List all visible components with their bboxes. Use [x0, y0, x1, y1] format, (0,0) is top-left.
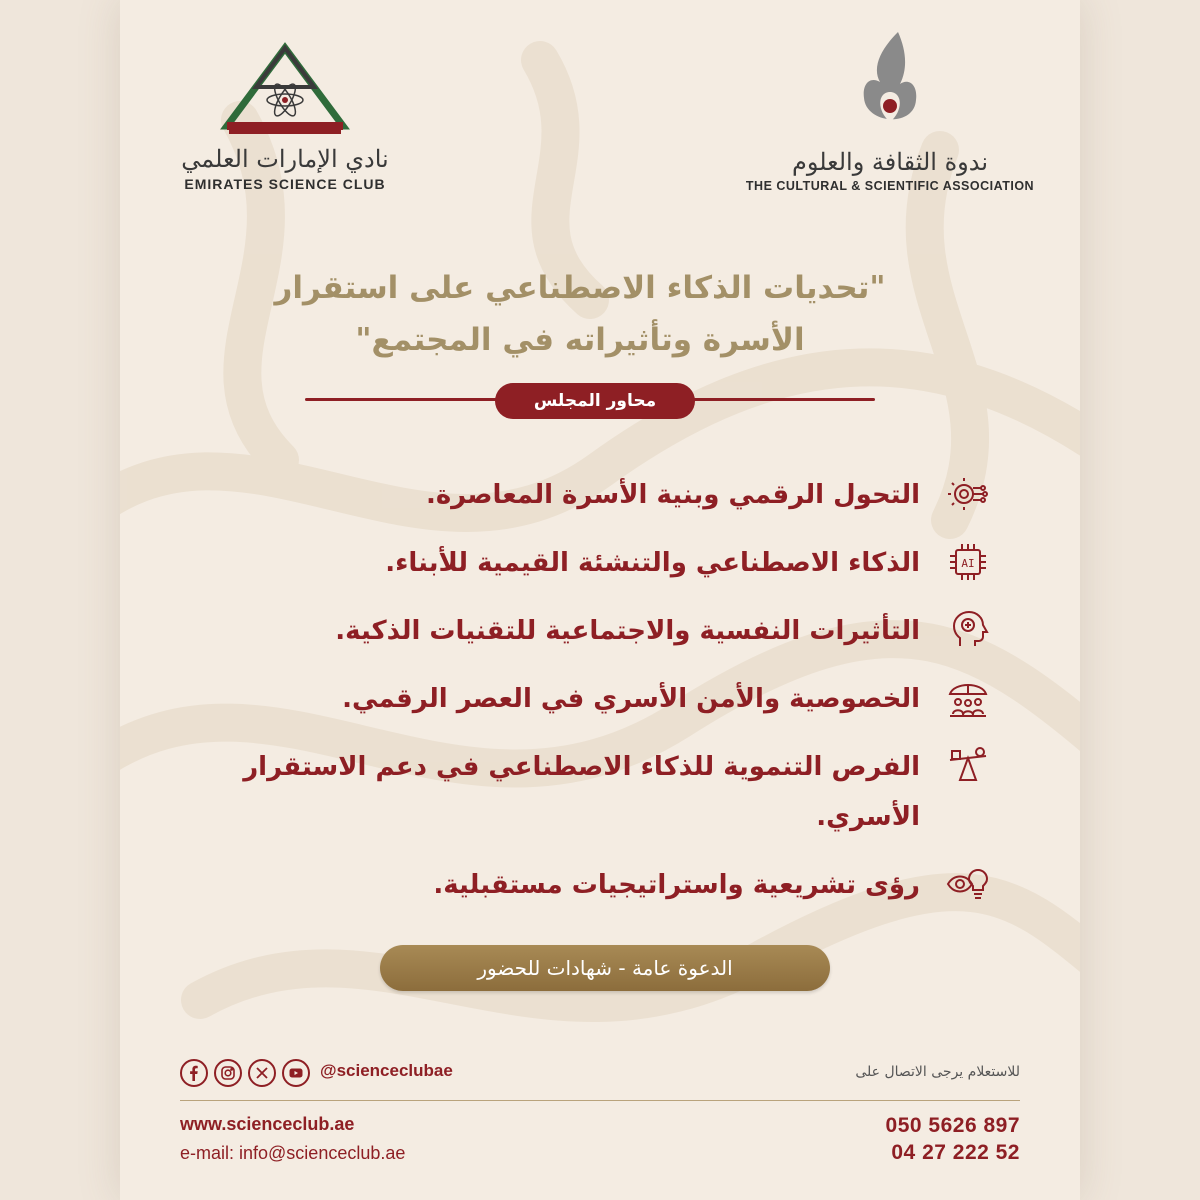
topic-text: التحول الرقمي وبنية الأسرة المعاصرة.	[425, 480, 920, 510]
inquiry-text: للاستعلام يرجى الاتصال على	[855, 1064, 1020, 1080]
footer-divider	[180, 1100, 1020, 1101]
event-title-line-2: الأسرة وتأثيراته في المجتمع"	[355, 322, 805, 358]
section-label: محاور المجلس	[495, 383, 695, 419]
topic-text: الخصوصية والأمن الأسري في العصر الرقمي.	[342, 684, 920, 714]
svg-text:AI: AI	[961, 557, 975, 570]
flame-drop-logo-icon	[850, 28, 930, 143]
triangle-atom-logo-icon	[215, 40, 355, 140]
list-item	[210, 606, 990, 674]
list-item	[210, 538, 990, 606]
topic-text: التأثيرات النفسية والاجتماعية للتقنيات الذكية.	[335, 616, 920, 646]
eye-bulb-icon	[946, 862, 990, 906]
facebook-icon[interactable]	[180, 1059, 208, 1087]
social-handle[interactable]: @scienceclubae	[320, 1061, 453, 1080]
youtube-icon[interactable]	[282, 1059, 310, 1087]
list-item	[210, 674, 990, 742]
list-item	[210, 860, 990, 928]
cultural-association-english-name: THE CULTURAL & SCIENTIFIC ASSOCIATION	[745, 179, 1035, 193]
email-link[interactable]: e-mail: info@scienceclub.ae	[180, 1143, 406, 1163]
cultural-scientific-association-logo	[740, 28, 1040, 193]
list-item	[210, 470, 990, 538]
x-icon[interactable]	[248, 1059, 276, 1087]
phone-number-mobile[interactable]: 050 5626 897	[885, 1114, 1020, 1137]
topic-text: الذكاء الاصطناعي والتنشئة القيمية للأبناء.	[385, 548, 920, 578]
instagram-icon[interactable]	[214, 1059, 242, 1087]
poster	[120, 0, 1080, 1200]
event-title	[260, 262, 900, 366]
balance-icon	[946, 744, 990, 788]
emirates-science-club-arabic-name: نادي الإمارات العلمي	[181, 145, 389, 173]
family-umbrella-icon	[946, 676, 990, 720]
event-title-line-1: "تحديات الذكاء الاصطناعي على استقرار	[274, 270, 886, 306]
topic-text: رؤى تشريعية واستراتيجيات مستقبلية.	[433, 870, 920, 900]
emirates-science-club-english-name: EMIRATES SCIENCE CLUB	[184, 176, 386, 192]
cultural-association-arabic-name: ندوة الثقافة والعلوم	[791, 148, 989, 176]
list-item	[210, 742, 990, 860]
website-link[interactable]: www.scienceclub.ae	[180, 1114, 355, 1134]
invitation-badge: الدعوة عامة - شهادات للحضور	[380, 945, 830, 991]
phone-number-landline[interactable]: 04 27 222 52	[891, 1141, 1020, 1164]
head-brain-icon	[946, 608, 990, 652]
emirates-science-club-logo	[170, 40, 400, 192]
ai-chip-icon	[946, 540, 990, 584]
gear-network-icon	[946, 472, 990, 516]
social-links	[180, 1059, 570, 1089]
topic-text: الفرص التنموية للذكاء الاصطناعي في دعم الاستقرار الأسري.	[243, 752, 920, 832]
topics-list	[210, 470, 990, 928]
